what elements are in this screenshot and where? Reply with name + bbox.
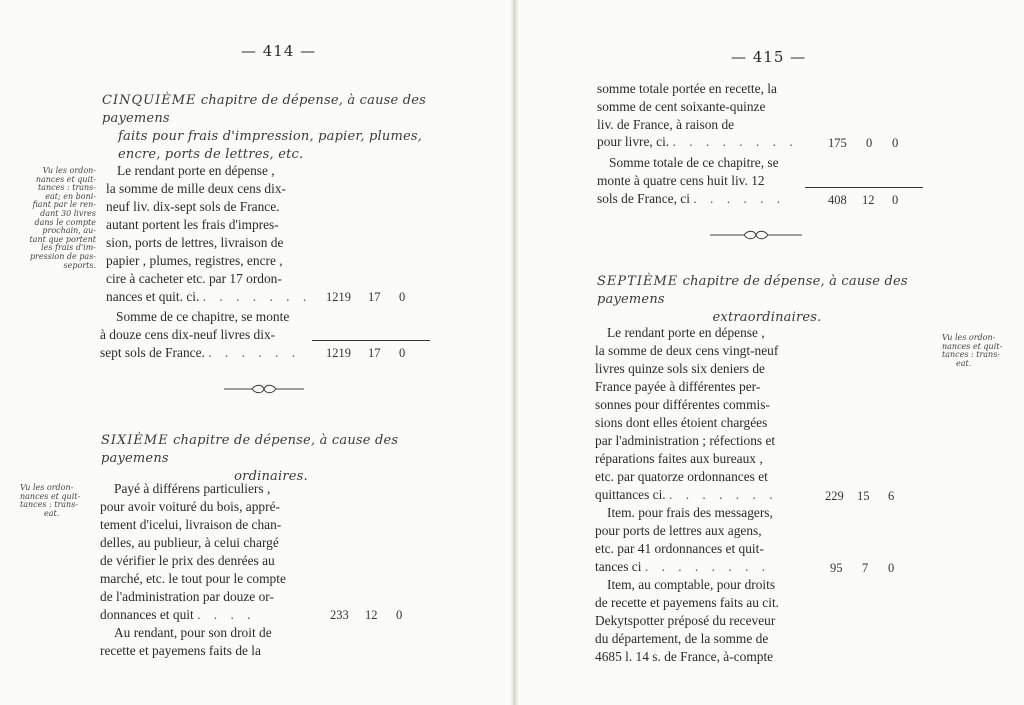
amount-sols: 7: [862, 561, 869, 575]
amount-sols: 17: [368, 346, 381, 360]
text-line: Le rendant porte en dépense ,: [607, 325, 765, 340]
amount-sols: 12: [862, 193, 875, 207]
dot-leader: . . . . . . . .: [672, 134, 798, 149]
heading-rest: chapitre de dépense, à cause des payemens: [597, 274, 908, 307]
margin-note-line: seports.: [63, 260, 96, 270]
text-line: sonnes pour différentes commis-: [595, 397, 770, 412]
heading-rest: chapitre de dépense, à cause des payemens: [101, 433, 399, 466]
margin-note-line: Vu les ordon-: [20, 483, 74, 492]
heading-line-2: extraordinaires.: [712, 310, 822, 325]
text-line: [595, 486, 778, 504]
text-line: livres quinze sols six deniers de: [595, 361, 765, 376]
text-line: etc. par 41 ordonnances et quit-: [595, 541, 764, 556]
heading-line-2: faits pour frais d'impression, papier, plumes,: [118, 129, 423, 144]
text-line: delles, au publieur, à celui chargé: [100, 535, 279, 550]
text-line: la somme de mille deux cens dix-: [106, 181, 286, 196]
line-text: tances ci: [595, 559, 642, 574]
dot-leader: . . . . . . .: [669, 487, 778, 502]
text-line: pour ports de lettres aux agens,: [595, 523, 762, 538]
margin-note-line: eat.: [44, 508, 60, 518]
amount-livres: 1219: [326, 290, 351, 304]
line-text: nances et quit. ci.: [106, 289, 200, 304]
text-line: de recette et payemens faits au cit.: [595, 595, 780, 610]
line-text: donnances et quit: [100, 607, 194, 622]
text-line: monte à quatre cens huit liv. 12: [597, 173, 765, 188]
text-line: de vérifier le prix des denrées au: [100, 553, 275, 568]
text-line: sion, ports de lettres, livraison de: [106, 235, 284, 250]
margin-note-line: tances : trans-: [942, 350, 1001, 360]
chapter-heading-5: [102, 92, 442, 164]
text-line: cire à cacheter etc. par 17 ordon-: [106, 271, 282, 286]
dot-leader: . . . . . .: [208, 345, 301, 360]
text-line: du département, de la somme de: [595, 631, 769, 646]
margin-note-line: tant que portent: [29, 234, 96, 244]
text-line: la somme de deux cens vingt-neuf: [595, 343, 779, 358]
margin-note-line: nances et quit-: [942, 341, 1003, 351]
margin-note-7: [942, 334, 1018, 368]
amount-deniers: 0: [892, 136, 899, 150]
line-text: pour livre, ci.: [597, 134, 670, 149]
text-line: Item. pour frais des messagers,: [607, 505, 773, 520]
text-line: liv. de France, à raison de: [597, 117, 735, 132]
text-line: Payé à différens particuliers ,: [114, 481, 271, 496]
margin-note-6: [20, 484, 95, 518]
text-line: autant portent les frais d'impres-: [106, 217, 279, 232]
margin-note-line: Vu les ordon-: [42, 166, 96, 175]
margin-note-line: nances et quit-: [20, 491, 81, 501]
amount-sols: 17: [368, 290, 381, 304]
text-line: de l'administration par douze or-: [100, 589, 274, 604]
margin-note-line: les frais d'im-: [41, 243, 96, 253]
margin-note-line: dant 30 livres: [40, 208, 96, 218]
text-line: [595, 558, 770, 576]
ornament-divider: [222, 383, 306, 395]
text-line: Le rendant porte en dépense ,: [117, 163, 275, 178]
dot-leader: . . . . . . . .: [644, 559, 771, 574]
margin-note-line: nances et quit-: [35, 174, 96, 184]
text-line: Somme de ce chapitre, se monte: [116, 309, 290, 324]
margin-note-line: dans le compte: [34, 217, 96, 227]
heading-line-2: ordinaires.: [234, 469, 308, 484]
amount-livres: 233: [330, 608, 349, 622]
amount-sols: 0: [866, 136, 873, 150]
margin-note-5: [14, 167, 96, 270]
amount-deniers: 6: [888, 489, 895, 503]
text-line: recette et payemens faits de la: [100, 643, 261, 658]
text-line: [597, 190, 785, 208]
amount-livres: 229: [825, 489, 844, 503]
amount-deniers: 0: [399, 346, 406, 360]
dot-leader: . . . . . . .: [202, 289, 312, 304]
line-text: sept sols de France.: [100, 345, 205, 360]
amount-livres: 1219: [326, 346, 351, 360]
chapter-heading-6: [101, 432, 441, 486]
heading-title: CINQUIÈME: [102, 93, 197, 108]
margin-note-line: fiant par le ren-: [32, 200, 96, 210]
text-line: réparations faites aux bureaux ,: [595, 451, 763, 466]
text-line: [106, 288, 311, 306]
text-line: somme totale portée en recette, la: [597, 81, 777, 96]
text-line: somme de cent soixante-quinze: [597, 99, 766, 114]
right-page: [512, 0, 1024, 705]
text-line: sions dont elles étoient chargées: [595, 415, 768, 430]
dot-leader: . . . .: [197, 607, 256, 622]
amount-sols: 15: [857, 489, 870, 503]
text-line: [597, 133, 798, 151]
sum-rule: [312, 340, 430, 341]
amount-deniers: 0: [399, 290, 406, 304]
text-line: Dekytspotter préposé du receveur: [595, 613, 776, 628]
margin-note-line: tances : trans-: [20, 500, 79, 510]
page-number: — 414 —: [241, 42, 317, 60]
text-line: par l'administration ; réfections et: [595, 433, 776, 448]
amount-livres: 175: [828, 136, 847, 150]
heading-title: SEPTIÈME: [597, 274, 679, 289]
text-line: France payée à différentes per-: [595, 379, 761, 394]
text-line: papier , plumes, registres, encre ,: [106, 253, 283, 268]
text-line: tement d'icelui, livraison de chan-: [100, 517, 282, 532]
margin-note-line: pression de pas-: [29, 251, 96, 261]
heading-line-3: encre, ports de lettres, etc.: [118, 147, 304, 162]
text-line: à douze cens dix-neuf livres dix-: [100, 327, 276, 342]
amount-deniers: 0: [396, 608, 403, 622]
text-line: Somme totale de ce chapitre, se: [609, 155, 779, 170]
amount-livres: 95: [830, 561, 843, 575]
text-line: Au rendant, pour son droit de: [114, 625, 272, 640]
margin-note-line: eat; en boni-: [45, 191, 96, 201]
text-line: 4685 l. 14 s. de France, à-compte: [595, 649, 774, 664]
ornament-divider: [708, 229, 804, 241]
margin-note-line: prochain, au-: [42, 226, 96, 236]
text-line: etc. par quatorze ordonnances et: [595, 469, 768, 484]
text-line: pour avoir voituré du bois, appré-: [100, 499, 280, 514]
dot-leader: . . . . . .: [693, 191, 786, 206]
heading-rest: chapitre de dépense, à cause des payemens: [102, 93, 427, 126]
line-text: sols de France, ci: [597, 191, 690, 206]
text-line: neuf liv. dix-sept sols de France.: [106, 199, 280, 214]
margin-note-line: Vu les ordon-: [942, 333, 996, 342]
amount-deniers: 0: [892, 193, 899, 207]
chapter-heading-7: [597, 273, 937, 327]
line-text: quittances ci.: [595, 487, 666, 502]
margin-note-line: tances : trans-: [37, 183, 96, 193]
text-line: [100, 344, 300, 362]
text-line: Item, au comptable, pour droits: [607, 577, 776, 592]
amount-deniers: 0: [888, 561, 895, 575]
margin-note-line: eat.: [956, 358, 972, 368]
page-number: — 415 —: [731, 48, 807, 66]
heading-title: SIXIÈME: [101, 433, 169, 448]
text-line: [100, 606, 256, 624]
text-line: marché, etc. le tout pour le compte: [100, 571, 286, 586]
amount-livres: 408: [828, 193, 847, 207]
amount-sols: 12: [365, 608, 378, 622]
sum-rule: [805, 187, 923, 188]
